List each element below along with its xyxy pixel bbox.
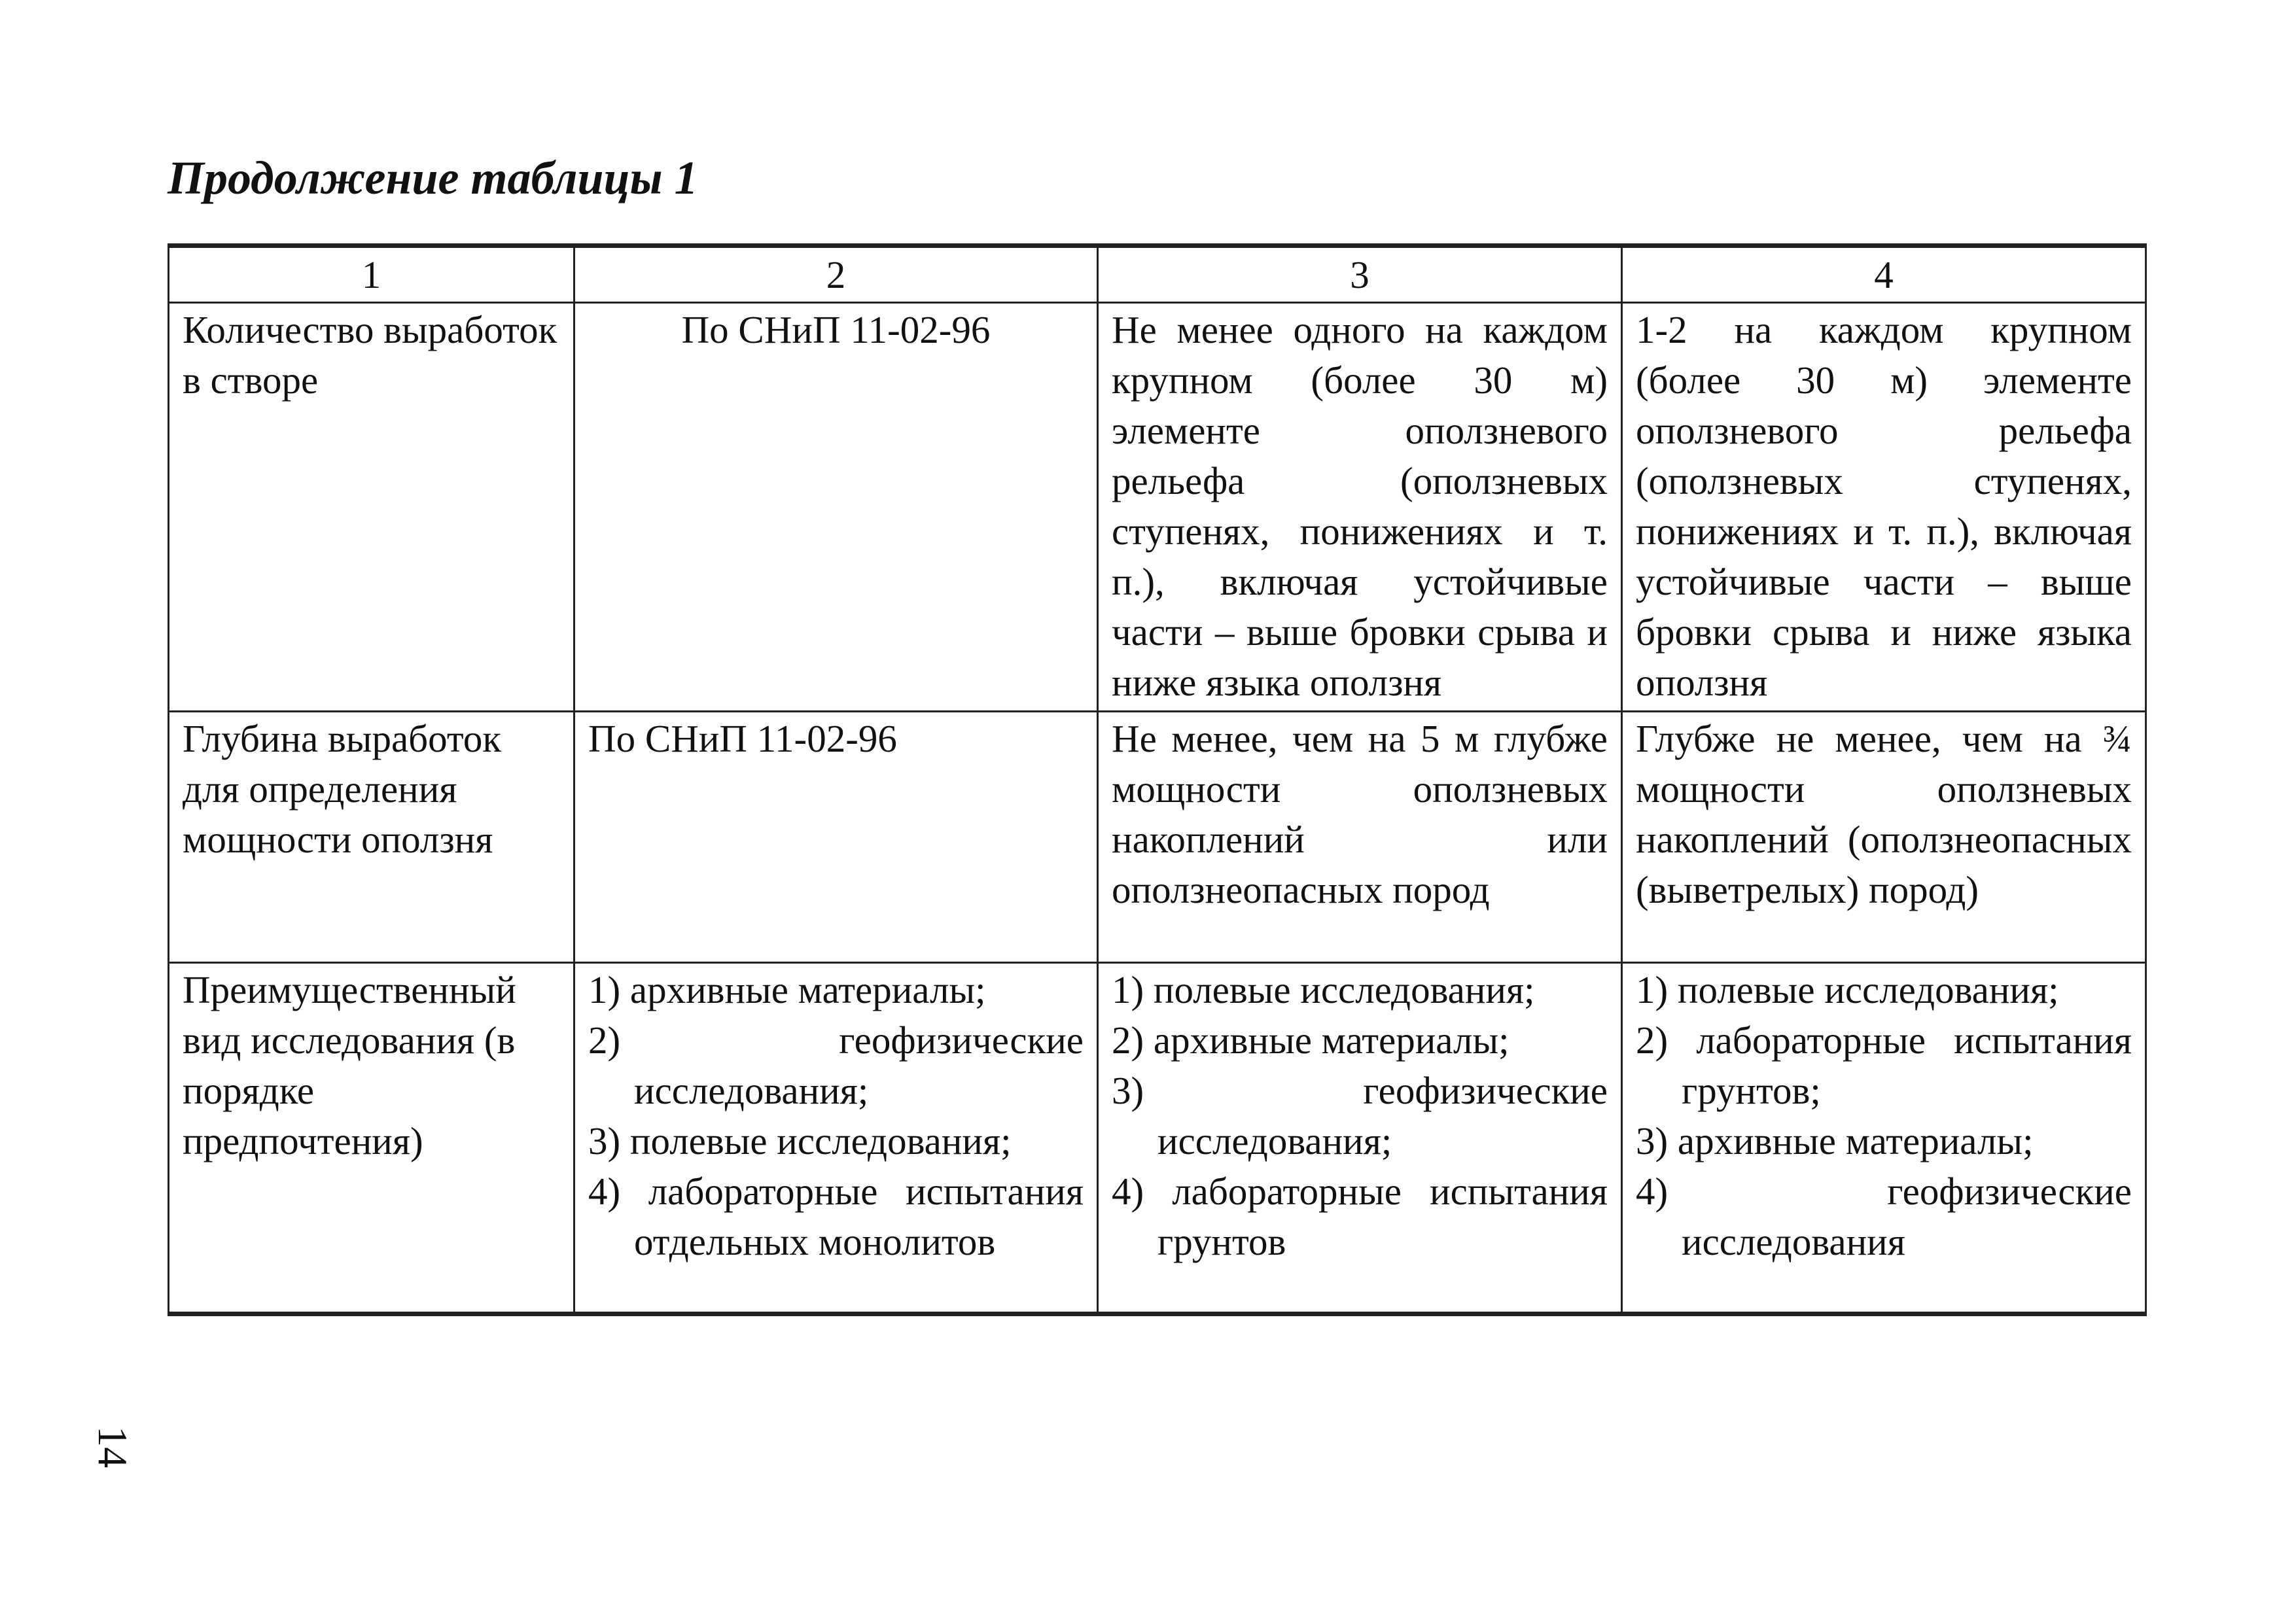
list-item: 3) архивные материалы;	[1636, 1119, 2034, 1162]
ordered-list	[588, 965, 1084, 1267]
header-cell-4: 4	[1622, 246, 2146, 303]
table-cell: Не менее одного на каждом крупном (более 30 м) элементе оползневого рельефа (оползневых ступенях, понижениях и т. п.), включая устойчивые части – выше бровки срыва и ниже языка оползня	[1098, 303, 1622, 712]
table-cell	[574, 963, 1098, 1314]
list-item: 1) архивные материалы;	[588, 968, 986, 1011]
list-item: 3) полевые исследования;	[588, 1119, 1012, 1162]
list-item: 2) архивные материалы;	[1112, 1019, 1510, 1062]
list-item: 4) геофизические исследования	[1636, 1170, 2132, 1263]
page-number: 14	[90, 1426, 136, 1468]
table-caption: Продолжение таблицы 1	[168, 152, 698, 204]
list-item: 1) полевые исследования;	[1636, 968, 2059, 1011]
table-row	[169, 712, 2146, 963]
list-item: 2) геофизические исследования;	[588, 1019, 1084, 1112]
list-item: 4) лабораторные испытания отдельных монолитов	[588, 1170, 1084, 1263]
table-cell: Глубже не менее, чем на ¾ мощности оползневых накоплений (оползнеопасных (выветрелых) пород)	[1622, 712, 2146, 963]
table-cell: Не менее, чем на 5 м глубже мощности оползневых накоплений или оползнеопасных пород	[1098, 712, 1622, 963]
ordered-list	[1636, 965, 2132, 1267]
row-label-excavation-depth: Глубина выработок для определения мощности оползня	[169, 712, 574, 963]
list-item: 4) лабораторные испытания грунтов	[1112, 1170, 1608, 1263]
table-cell: По СНиП 11-02-96	[574, 712, 1098, 963]
header-cell-1: 1	[169, 246, 574, 303]
ordered-list	[1112, 965, 1608, 1267]
table-cell	[1622, 963, 2146, 1314]
table-row	[169, 963, 2146, 1314]
list-item: 1) полевые исследования;	[1112, 968, 1535, 1011]
table-row	[169, 303, 2146, 712]
table-cell: 1-2 на каждом крупном (более 30 м) элементе оползневого рельефа (оползневых ступенях, понижениях и т. п.), включая устойчивые части – выше бровки срыва и ниже языка оползня	[1622, 303, 2146, 712]
header-cell-3: 3	[1098, 246, 1622, 303]
row-label-excavation-count: Количество выработок в створе	[169, 303, 574, 712]
header-cell-2: 2	[574, 246, 1098, 303]
list-item: 2) лабораторные испытания грунтов;	[1636, 1019, 2132, 1112]
list-item: 3) геофизические исследования;	[1112, 1069, 1608, 1162]
row-label-research-type: Преимущественный вид исследования (в порядке предпочтения)	[169, 963, 574, 1314]
table-header-row	[169, 246, 2146, 303]
data-table	[168, 243, 2147, 1316]
table-cell: По СНиП 11-02-96	[574, 303, 1098, 712]
table-cell	[1098, 963, 1622, 1314]
